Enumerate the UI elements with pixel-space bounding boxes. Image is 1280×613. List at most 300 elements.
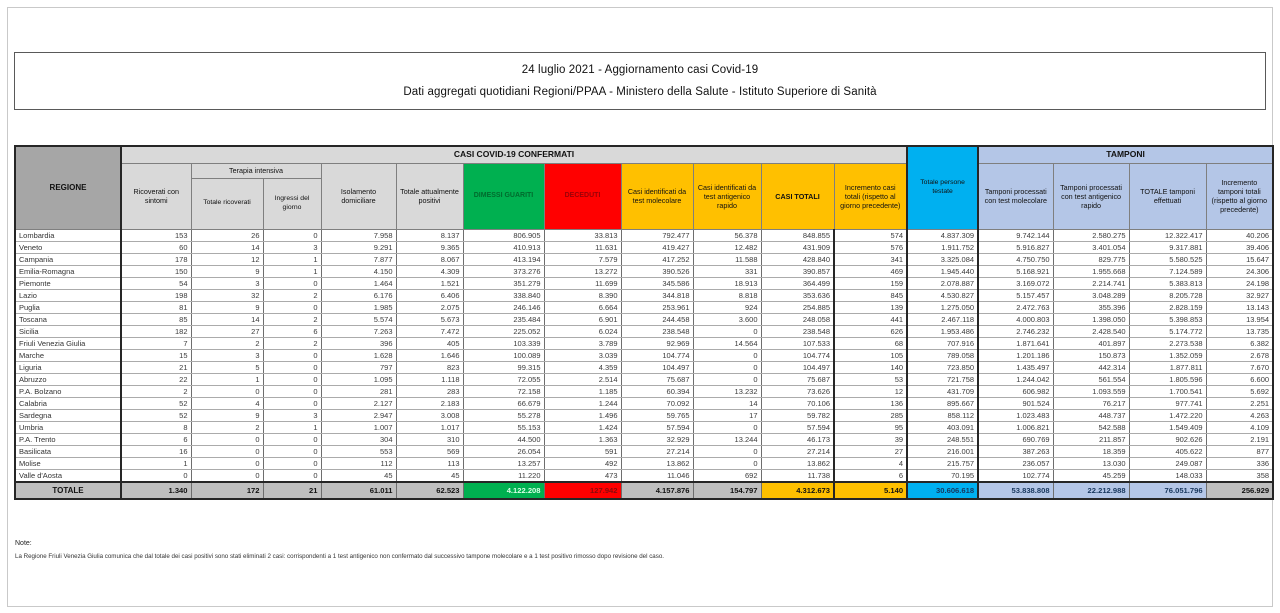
totals-row (15, 482, 1273, 499)
value-cell-tamponi-molecolare: 4.750.750 (978, 253, 1053, 265)
value-cell-persone-testate: 215.757 (907, 457, 978, 469)
value-cell-ti-totale: 0 (191, 385, 263, 397)
region-name: Campania (15, 253, 121, 265)
table-row (15, 349, 1273, 361)
value-cell-isolamento: 6.176 (321, 289, 396, 301)
value-cell-persone-testate: 1.275.050 (907, 301, 978, 313)
value-cell-deceduti: 6.664 (544, 301, 621, 313)
value-cell-tamponi-molecolare: 1.023.483 (978, 409, 1053, 421)
value-cell-incremento-tamponi: 2.251 (1206, 397, 1273, 409)
value-cell-tamponi-totale: 902.626 (1129, 433, 1206, 445)
value-cell-incremento-casi: 95 (834, 421, 907, 433)
value-cell-positivi: 9.365 (396, 241, 463, 253)
value-cell-tamponi-totale: 7.124.589 (1129, 265, 1206, 277)
value-cell-ti-totale: 9 (191, 409, 263, 421)
region-name: Lombardia (15, 229, 121, 241)
value-cell-ricoverati: 52 (121, 397, 191, 409)
value-cell-ti-totale: 14 (191, 313, 263, 325)
value-cell-ti-totale: 0 (191, 457, 263, 469)
value-cell-casi-molecolare: 92.969 (621, 337, 693, 349)
value-cell-ti-totale: 9 (191, 265, 263, 277)
value-cell-persone-testate: 707.916 (907, 337, 978, 349)
value-cell-tamponi-molecolare: 1.435.497 (978, 361, 1053, 373)
value-cell-ti-ingressi: 0 (263, 373, 321, 385)
value-cell-ricoverati: 60 (121, 241, 191, 253)
total-cell-deceduti: 127.942 (544, 482, 621, 499)
column-header-tamponi-totale: TOTALE tamponi effettuati (1129, 163, 1206, 229)
region-name: Toscana (15, 313, 121, 325)
column-header-ti-ingressi: Ingressi del giorno (263, 178, 321, 229)
value-cell-isolamento: 1.095 (321, 373, 396, 385)
value-cell-incremento-tamponi: 7.670 (1206, 361, 1273, 373)
value-cell-tamponi-molecolare: 236.057 (978, 457, 1053, 469)
value-cell-isolamento: 112 (321, 457, 396, 469)
column-header-guariti: DIMESSI GUARITI (463, 163, 544, 229)
value-cell-ti-ingressi: 0 (263, 229, 321, 241)
value-cell-incremento-casi: 341 (834, 253, 907, 265)
value-cell-tamponi-antigenico: 18.359 (1053, 445, 1129, 457)
value-cell-tamponi-molecolare: 690.769 (978, 433, 1053, 445)
value-cell-ricoverati: 21 (121, 361, 191, 373)
value-cell-casi-antigenico: 18.913 (693, 277, 761, 289)
value-cell-tamponi-antigenico: 13.030 (1053, 457, 1129, 469)
value-cell-ti-ingressi: 0 (263, 301, 321, 313)
value-cell-tamponi-molecolare: 5.157.457 (978, 289, 1053, 301)
value-cell-guariti: 246.146 (463, 301, 544, 313)
region-name: Sardegna (15, 409, 121, 421)
value-cell-tamponi-antigenico: 542.588 (1053, 421, 1129, 433)
value-cell-ricoverati: 178 (121, 253, 191, 265)
value-cell-positivi: 4.309 (396, 265, 463, 277)
value-cell-ti-ingressi: 0 (263, 349, 321, 361)
value-cell-incremento-casi: 39 (834, 433, 907, 445)
notes-label: Note: (15, 540, 32, 547)
value-cell-isolamento: 9.291 (321, 241, 396, 253)
value-cell-tamponi-antigenico: 829.775 (1053, 253, 1129, 265)
value-cell-guariti: 66.679 (463, 397, 544, 409)
value-cell-casi-antigenico: 0 (693, 457, 761, 469)
value-cell-casi-totali: 107.533 (761, 337, 834, 349)
value-cell-persone-testate: 3.325.084 (907, 253, 978, 265)
value-cell-incremento-tamponi: 24.198 (1206, 277, 1273, 289)
report-title-line2: Dati aggregati quotidiani Regioni/PPAA - Ministero della Salute - Istituto Superiore di Sanità (403, 86, 877, 99)
value-cell-isolamento: 7.263 (321, 325, 396, 337)
value-cell-casi-antigenico: 14.564 (693, 337, 761, 349)
value-cell-casi-totali: 364.499 (761, 277, 834, 289)
value-cell-incremento-casi: 105 (834, 349, 907, 361)
column-header-positivi: Totale attualmente positivi (396, 163, 463, 229)
value-cell-isolamento: 1.985 (321, 301, 396, 313)
value-cell-casi-antigenico: 0 (693, 421, 761, 433)
value-cell-casi-totali: 104.497 (761, 361, 834, 373)
value-cell-casi-totali: 75.687 (761, 373, 834, 385)
value-cell-incremento-casi: 12 (834, 385, 907, 397)
value-cell-incremento-casi: 845 (834, 289, 907, 301)
table-row (15, 373, 1273, 385)
value-cell-casi-totali: 104.774 (761, 349, 834, 361)
table-row (15, 253, 1273, 265)
value-cell-deceduti: 3.789 (544, 337, 621, 349)
value-cell-persone-testate: 723.850 (907, 361, 978, 373)
region-name: Sicilia (15, 325, 121, 337)
value-cell-ti-ingressi: 3 (263, 409, 321, 421)
value-cell-incremento-tamponi: 5.692 (1206, 385, 1273, 397)
value-cell-deceduti: 6.901 (544, 313, 621, 325)
value-cell-persone-testate: 721.758 (907, 373, 978, 385)
value-cell-ti-ingressi: 2 (263, 289, 321, 301)
value-cell-guariti: 338.840 (463, 289, 544, 301)
value-cell-incremento-casi: 469 (834, 265, 907, 277)
value-cell-guariti: 225.052 (463, 325, 544, 337)
value-cell-guariti: 44.500 (463, 433, 544, 445)
value-cell-incremento-casi: 159 (834, 277, 907, 289)
value-cell-incremento-casi: 626 (834, 325, 907, 337)
value-cell-incremento-casi: 441 (834, 313, 907, 325)
value-cell-ti-ingressi: 0 (263, 457, 321, 469)
value-cell-incremento-tamponi: 4.109 (1206, 421, 1273, 433)
value-cell-incremento-tamponi: 877 (1206, 445, 1273, 457)
value-cell-ti-totale: 0 (191, 469, 263, 482)
value-cell-ti-ingressi: 0 (263, 397, 321, 409)
report-title-line1: 24 luglio 2021 - Aggiornamento casi Covid-19 (521, 63, 759, 76)
value-cell-tamponi-antigenico: 2.214.741 (1053, 277, 1129, 289)
value-cell-isolamento: 797 (321, 361, 396, 373)
value-cell-deceduti: 1.244 (544, 397, 621, 409)
column-header-regione: REGIONE (15, 146, 121, 229)
value-cell-casi-molecolare: 390.526 (621, 265, 693, 277)
region-name: Molise (15, 457, 121, 469)
value-cell-ti-totale: 32 (191, 289, 263, 301)
value-cell-persone-testate: 4.837.309 (907, 229, 978, 241)
value-cell-casi-molecolare: 104.774 (621, 349, 693, 361)
value-cell-positivi: 3.008 (396, 409, 463, 421)
value-cell-guariti: 72.055 (463, 373, 544, 385)
value-cell-casi-antigenico: 331 (693, 265, 761, 277)
value-cell-tamponi-antigenico: 448.737 (1053, 409, 1129, 421)
value-cell-ricoverati: 81 (121, 301, 191, 313)
value-cell-isolamento: 7.877 (321, 253, 396, 265)
value-cell-tamponi-antigenico: 3.048.289 (1053, 289, 1129, 301)
value-cell-casi-molecolare: 238.548 (621, 325, 693, 337)
value-cell-incremento-tamponi: 2.678 (1206, 349, 1273, 361)
value-cell-guariti: 806.905 (463, 229, 544, 241)
total-cell-casi-totali: 4.312.673 (761, 482, 834, 499)
value-cell-isolamento: 281 (321, 385, 396, 397)
value-cell-ricoverati: 7 (121, 337, 191, 349)
total-cell-ricoverati: 1.340 (121, 482, 191, 499)
value-cell-incremento-tamponi: 358 (1206, 469, 1273, 482)
value-cell-tamponi-molecolare: 4.000.803 (978, 313, 1053, 325)
column-header-ricoverati: Ricoverati con sintomi (121, 163, 191, 229)
value-cell-guariti: 55.153 (463, 421, 544, 433)
value-cell-casi-totali: 11.738 (761, 469, 834, 482)
value-cell-casi-totali: 13.862 (761, 457, 834, 469)
value-cell-guariti: 26.054 (463, 445, 544, 457)
value-cell-tamponi-antigenico: 442.314 (1053, 361, 1129, 373)
value-cell-casi-molecolare: 59.765 (621, 409, 693, 421)
value-cell-persone-testate: 403.091 (907, 421, 978, 433)
value-cell-ricoverati: 6 (121, 433, 191, 445)
table-row (15, 409, 1273, 421)
value-cell-persone-testate: 2.467.118 (907, 313, 978, 325)
value-cell-casi-antigenico: 0 (693, 325, 761, 337)
value-cell-ti-totale: 3 (191, 277, 263, 289)
value-cell-persone-testate: 2.078.887 (907, 277, 978, 289)
table-row (15, 325, 1273, 337)
value-cell-tamponi-molecolare: 102.774 (978, 469, 1053, 482)
value-cell-tamponi-antigenico: 401.897 (1053, 337, 1129, 349)
table-row (15, 385, 1273, 397)
value-cell-casi-antigenico: 692 (693, 469, 761, 482)
table-row (15, 397, 1273, 409)
value-cell-tamponi-totale: 977.741 (1129, 397, 1206, 409)
value-cell-ti-totale: 26 (191, 229, 263, 241)
value-cell-ti-totale: 4 (191, 397, 263, 409)
value-cell-ricoverati: 16 (121, 445, 191, 457)
table-row (15, 445, 1273, 457)
value-cell-deceduti: 11.699 (544, 277, 621, 289)
table-row (15, 289, 1273, 301)
region-name: Valle d'Aosta (15, 469, 121, 482)
value-cell-incremento-casi: 6 (834, 469, 907, 482)
value-cell-ti-ingressi: 1 (263, 421, 321, 433)
value-cell-deceduti: 11.631 (544, 241, 621, 253)
region-name: Lazio (15, 289, 121, 301)
value-cell-ti-ingressi: 2 (263, 313, 321, 325)
value-cell-persone-testate: 895.667 (907, 397, 978, 409)
value-cell-positivi: 7.472 (396, 325, 463, 337)
table-row (15, 361, 1273, 373)
column-header-casi-totali: CASI TOTALI (761, 163, 834, 229)
value-cell-ti-totale: 1 (191, 373, 263, 385)
value-cell-ti-ingressi: 0 (263, 445, 321, 457)
total-cell-incremento-casi: 5.140 (834, 482, 907, 499)
value-cell-positivi: 405 (396, 337, 463, 349)
value-cell-incremento-tamponi: 40.206 (1206, 229, 1273, 241)
value-cell-casi-molecolare: 13.862 (621, 457, 693, 469)
value-cell-isolamento: 2.127 (321, 397, 396, 409)
value-cell-ti-totale: 12 (191, 253, 263, 265)
value-cell-ricoverati: 150 (121, 265, 191, 277)
total-cell-persone-testate: 30.606.618 (907, 482, 978, 499)
value-cell-tamponi-totale: 1.472.220 (1129, 409, 1206, 421)
value-cell-positivi: 8.067 (396, 253, 463, 265)
value-cell-persone-testate: 1.911.752 (907, 241, 978, 253)
value-cell-ricoverati: 8 (121, 421, 191, 433)
value-cell-isolamento: 45 (321, 469, 396, 482)
value-cell-positivi: 2.075 (396, 301, 463, 313)
value-cell-casi-totali: 428.840 (761, 253, 834, 265)
value-cell-tamponi-molecolare: 1.201.186 (978, 349, 1053, 361)
value-cell-tamponi-totale: 9.317.881 (1129, 241, 1206, 253)
value-cell-tamponi-molecolare: 1.871.641 (978, 337, 1053, 349)
value-cell-tamponi-molecolare: 387.263 (978, 445, 1053, 457)
region-name: Puglia (15, 301, 121, 313)
value-cell-persone-testate: 431.709 (907, 385, 978, 397)
region-name: Piemonte (15, 277, 121, 289)
value-cell-ricoverati: 153 (121, 229, 191, 241)
table-row (15, 301, 1273, 313)
value-cell-positivi: 8.137 (396, 229, 463, 241)
value-cell-positivi: 283 (396, 385, 463, 397)
value-cell-guariti: 11.220 (463, 469, 544, 482)
value-cell-incremento-tamponi: 6.600 (1206, 373, 1273, 385)
value-cell-positivi: 45 (396, 469, 463, 482)
value-cell-ricoverati: 198 (121, 289, 191, 301)
value-cell-isolamento: 304 (321, 433, 396, 445)
value-cell-ti-ingressi: 0 (263, 385, 321, 397)
value-cell-positivi: 1.017 (396, 421, 463, 433)
value-cell-casi-molecolare: 417.252 (621, 253, 693, 265)
value-cell-tamponi-totale: 5.580.525 (1129, 253, 1206, 265)
section-header-casi-confermati: CASI COVID-19 CONFERMATI (121, 146, 907, 163)
value-cell-incremento-casi: 68 (834, 337, 907, 349)
value-cell-casi-molecolare: 27.214 (621, 445, 693, 457)
value-cell-casi-antigenico: 0 (693, 349, 761, 361)
value-cell-casi-molecolare: 253.961 (621, 301, 693, 313)
column-header-tamponi-molecolare: Tamponi processati con test molecolare (978, 163, 1053, 229)
total-cell-incremento-tamponi: 256.929 (1206, 482, 1273, 499)
value-cell-tamponi-totale: 249.087 (1129, 457, 1206, 469)
value-cell-ricoverati: 1 (121, 457, 191, 469)
value-cell-incremento-tamponi: 15.647 (1206, 253, 1273, 265)
value-cell-incremento-tamponi: 13.143 (1206, 301, 1273, 313)
value-cell-casi-totali: 390.857 (761, 265, 834, 277)
value-cell-casi-totali: 848.855 (761, 229, 834, 241)
covid-data-table (14, 145, 1274, 500)
total-cell-isolamento: 61.011 (321, 482, 396, 499)
region-name: Calabria (15, 397, 121, 409)
value-cell-casi-molecolare: 70.092 (621, 397, 693, 409)
value-cell-tamponi-antigenico: 2.580.275 (1053, 229, 1129, 241)
value-cell-positivi: 6.406 (396, 289, 463, 301)
value-cell-deceduti: 492 (544, 457, 621, 469)
value-cell-persone-testate: 789.058 (907, 349, 978, 361)
value-cell-tamponi-antigenico: 211.857 (1053, 433, 1129, 445)
value-cell-casi-molecolare: 244.458 (621, 313, 693, 325)
value-cell-tamponi-antigenico: 45.259 (1053, 469, 1129, 482)
value-cell-persone-testate: 248.551 (907, 433, 978, 445)
value-cell-ti-ingressi: 0 (263, 277, 321, 289)
value-cell-positivi: 1.118 (396, 373, 463, 385)
value-cell-ricoverati: 2 (121, 385, 191, 397)
value-cell-casi-totali: 27.214 (761, 445, 834, 457)
value-cell-guariti: 103.339 (463, 337, 544, 349)
value-cell-casi-molecolare: 345.586 (621, 277, 693, 289)
value-cell-incremento-tamponi: 39.406 (1206, 241, 1273, 253)
value-cell-tamponi-molecolare: 9.742.144 (978, 229, 1053, 241)
region-name: Basilicata (15, 445, 121, 457)
value-cell-casi-totali: 248.058 (761, 313, 834, 325)
value-cell-incremento-casi: 140 (834, 361, 907, 373)
value-cell-casi-totali: 59.782 (761, 409, 834, 421)
column-header-persone-testate: Totale persone testate (907, 146, 978, 229)
column-header-terapia-intensiva: Terapia intensiva (191, 163, 321, 178)
value-cell-guariti: 413.194 (463, 253, 544, 265)
column-header-isolamento: Isolamento domiciliare (321, 163, 396, 229)
total-cell-tamponi-molecolare: 53.838.808 (978, 482, 1053, 499)
value-cell-tamponi-antigenico: 1.093.559 (1053, 385, 1129, 397)
column-header-incremento-casi: Incremento casi totali (rispetto al giorno precedente) (834, 163, 907, 229)
region-name: P.A. Trento (15, 433, 121, 445)
total-cell-guariti: 4.122.208 (463, 482, 544, 499)
value-cell-tamponi-totale: 5.174.772 (1129, 325, 1206, 337)
value-cell-isolamento: 396 (321, 337, 396, 349)
value-cell-incremento-tamponi: 32.927 (1206, 289, 1273, 301)
value-cell-deceduti: 591 (544, 445, 621, 457)
value-cell-persone-testate: 70.195 (907, 469, 978, 482)
table-row (15, 469, 1273, 482)
column-header-casi-molecolare: Casi identificati da test molecolare (621, 163, 693, 229)
value-cell-tamponi-totale: 1.700.541 (1129, 385, 1206, 397)
value-cell-ti-ingressi: 0 (263, 361, 321, 373)
value-cell-incremento-casi: 576 (834, 241, 907, 253)
value-cell-casi-antigenico: 17 (693, 409, 761, 421)
value-cell-casi-molecolare: 344.818 (621, 289, 693, 301)
column-header-incremento-tamponi: Incremento tamponi totali (rispetto al giorno precedente) (1206, 163, 1273, 229)
value-cell-ricoverati: 0 (121, 469, 191, 482)
value-cell-casi-totali: 238.548 (761, 325, 834, 337)
column-header-deceduti: DECEDUTI (544, 163, 621, 229)
value-cell-isolamento: 1.007 (321, 421, 396, 433)
note-friuli-venezia-giulia: La Regione Friuli Venezia Giulia comunica che dal totale dei casi positivi sono stati eliminati 2 casi: corrispondenti a 1 test antigenico non confermato dal successivo tampone molecolare e a 1 test positivo rimosso dopo revisione del caso. (15, 553, 665, 560)
value-cell-casi-molecolare: 57.594 (621, 421, 693, 433)
value-cell-ti-totale: 2 (191, 421, 263, 433)
total-cell-ti-totale: 172 (191, 482, 263, 499)
region-name: Liguria (15, 361, 121, 373)
value-cell-incremento-tamponi: 13.735 (1206, 325, 1273, 337)
value-cell-incremento-tamponi: 336 (1206, 457, 1273, 469)
value-cell-casi-antigenico: 11.588 (693, 253, 761, 265)
value-cell-guariti: 55.278 (463, 409, 544, 421)
value-cell-tamponi-totale: 1.352.059 (1129, 349, 1206, 361)
value-cell-persone-testate: 1.945.440 (907, 265, 978, 277)
value-cell-tamponi-totale: 405.622 (1129, 445, 1206, 457)
report-title-box (14, 52, 1266, 110)
value-cell-casi-antigenico: 13.244 (693, 433, 761, 445)
value-cell-ti-totale: 3 (191, 349, 263, 361)
value-cell-deceduti: 1.363 (544, 433, 621, 445)
value-cell-tamponi-antigenico: 1.398.050 (1053, 313, 1129, 325)
value-cell-casi-molecolare: 104.497 (621, 361, 693, 373)
value-cell-positivi: 823 (396, 361, 463, 373)
value-cell-ti-totale: 0 (191, 433, 263, 445)
value-cell-incremento-tamponi: 2.191 (1206, 433, 1273, 445)
table-row (15, 313, 1273, 325)
value-cell-deceduti: 33.813 (544, 229, 621, 241)
value-cell-casi-molecolare: 419.427 (621, 241, 693, 253)
value-cell-tamponi-totale: 148.033 (1129, 469, 1206, 482)
region-name: Veneto (15, 241, 121, 253)
region-name: Umbria (15, 421, 121, 433)
value-cell-casi-antigenico: 8.818 (693, 289, 761, 301)
table-row (15, 337, 1273, 349)
value-cell-ti-ingressi: 0 (263, 469, 321, 482)
value-cell-guariti: 13.257 (463, 457, 544, 469)
region-name: Friuli Venezia Giulia (15, 337, 121, 349)
value-cell-deceduti: 7.579 (544, 253, 621, 265)
value-cell-positivi: 113 (396, 457, 463, 469)
value-cell-deceduti: 1.185 (544, 385, 621, 397)
table-row (15, 433, 1273, 445)
value-cell-deceduti: 2.514 (544, 373, 621, 385)
value-cell-casi-totali: 70.106 (761, 397, 834, 409)
value-cell-incremento-casi: 285 (834, 409, 907, 421)
value-cell-tamponi-antigenico: 355.396 (1053, 301, 1129, 313)
value-cell-guariti: 99.315 (463, 361, 544, 373)
value-cell-ti-ingressi: 3 (263, 241, 321, 253)
value-cell-incremento-casi: 136 (834, 397, 907, 409)
